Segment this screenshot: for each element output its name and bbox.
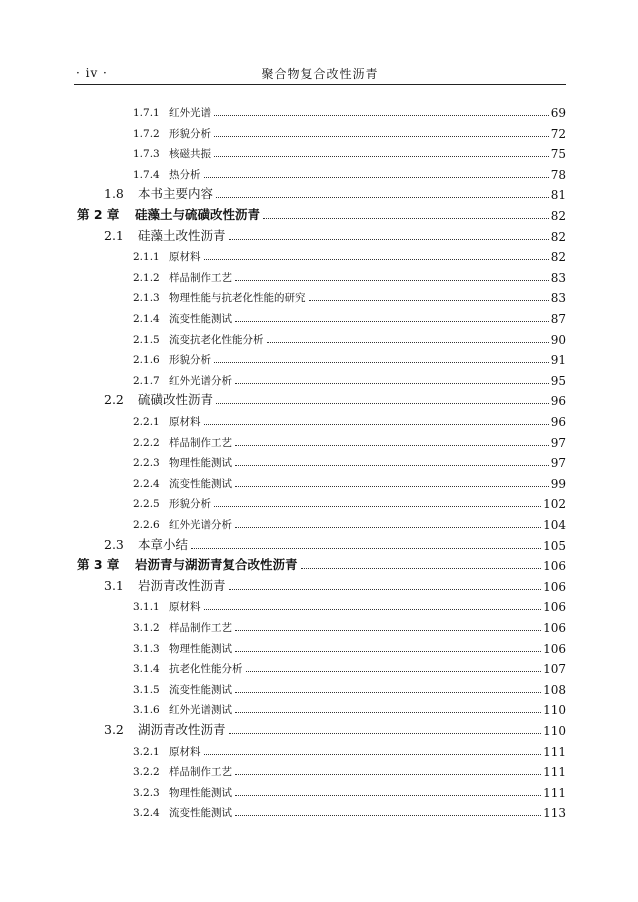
toc-leader-dots [235,643,541,652]
toc-page-number: 95 [550,373,566,388]
toc-section-number: 2.2.5 [133,498,160,511]
toc-leader-dots [235,478,549,487]
toc-page-number: 97 [550,435,566,450]
toc-entry[interactable] [133,143,566,161]
toc-section-title: 热分析 [169,168,201,181]
toc-leader-dots [235,272,549,281]
toc-entry[interactable] [133,473,566,491]
toc-section-number: 3.2.2 [133,766,160,779]
toc-leader-dots [214,498,541,507]
toc-leader-dots [216,189,549,198]
toc-page-number: 83 [550,270,566,285]
toc-entry-label [133,414,201,429]
toc-entry-label [133,332,264,347]
toc-leader-dots [309,292,549,301]
toc-entry-label [133,496,211,511]
toc-entry[interactable] [133,246,566,264]
toc-section-number: 2.2.6 [133,519,160,531]
toc-entry-label [133,517,232,532]
toc-section-number: 2.2.2 [133,436,160,449]
page-header [74,62,566,85]
toc-section-title: 原材料 [169,601,201,614]
toc-section-title: 核磁共振 [169,148,211,161]
toc-section-title: 本章小结 [138,536,189,552]
toc-entry-label [133,352,211,367]
toc-entry-label [133,476,232,491]
toc-entry[interactable] [133,102,566,120]
toc-section-title: 原材料 [169,251,201,264]
toc-section-number: 3.2 [104,722,124,737]
toc-page-number: 105 [543,538,566,553]
toc-section-title: 样品制作工艺 [169,271,232,284]
toc-entry[interactable] [133,267,566,285]
toc-section-number: 2.1.6 [133,354,160,367]
toc-page-number: 97 [550,456,566,471]
toc-section-title: 硅藻土与硫磺改性沥青 [135,207,261,222]
toc-entry-label [104,390,213,408]
toc-entry[interactable] [133,164,566,182]
toc-page-number: 91 [550,353,566,368]
toc-entry[interactable] [133,782,566,800]
toc-entry[interactable] [133,370,566,388]
toc-entry[interactable] [77,555,566,573]
toc-section-number: 3.2.1 [133,745,160,758]
toc-entry[interactable] [133,123,566,141]
toc-page-number: 83 [550,291,566,306]
toc-section-title: 形貌分析 [169,127,211,140]
toc-section-title: 物理性能与抗老化性能的研究 [169,292,306,305]
toc-section-title: 流变性能测试 [169,313,232,325]
toc-section-number: 3.1.1 [133,601,160,614]
toc-leader-dots [214,128,549,137]
toc-leader-dots [235,684,541,693]
toc-entry-label [104,576,226,594]
toc-section-number: 2.2.4 [133,477,160,490]
toc-section-number: 3.1.3 [133,642,160,655]
toc-page-number: 106 [543,641,566,656]
toc-section-number: 3.1.2 [133,622,160,634]
toc-section-number: 3.1.6 [133,704,160,717]
toc-page-number: 72 [550,126,566,141]
toc-section-number: 3.2.3 [133,786,160,799]
page-number: · iv · [76,66,108,80]
toc-leader-dots [204,251,549,260]
toc-entry-label [133,270,232,285]
toc-page-number: 82 [550,229,566,244]
toc-page-number: 96 [550,394,566,409]
toc-page-number: 106 [543,621,566,635]
toc-section-title: 物理性能测试 [169,457,232,470]
toc-entry-label [104,720,226,738]
toc-page-number: 106 [543,579,566,594]
toc-entry[interactable] [133,802,566,820]
toc-leader-dots [191,540,541,549]
toc-page-number: 107 [543,662,566,677]
toc-page-number: 113 [543,806,566,821]
toc-leader-dots [204,601,542,610]
toc-entry[interactable] [133,596,566,614]
toc-entry-label [133,661,243,676]
toc-entry[interactable] [133,349,566,367]
toc-entry[interactable] [133,617,566,635]
toc-section-number: 1.7.4 [133,168,160,181]
toc-entry[interactable] [133,638,566,656]
toc-page-number: 111 [543,765,566,780]
toc-entry[interactable] [133,679,566,697]
toc-leader-dots [204,746,542,755]
toc-page-number: 111 [543,785,566,800]
toc-page-number: 69 [550,106,566,120]
toc-section-title: 物理性能测试 [169,642,232,655]
toc-page-number: 90 [550,332,566,347]
toc-entry[interactable] [133,699,566,717]
toc-entry-label [133,167,201,182]
toc-section-title: 红外光谱 [169,107,211,119]
toc-entry-label [133,702,232,717]
toc-page-number: 102 [543,497,566,512]
toc-page-number: 82 [550,209,566,223]
toc-page-number: 96 [550,415,566,429]
toc-leader-dots [301,560,542,569]
toc-entry[interactable] [104,720,566,738]
toc-page-number: 110 [543,703,566,718]
toc-page-number: 87 [550,312,566,326]
toc-entry-label [133,805,232,820]
toc-section-number: 3.1.5 [133,683,160,696]
toc-entry-label [133,641,232,656]
toc-section-number: 2.1.5 [133,333,160,346]
toc-section-number: 2.2 [104,392,124,408]
toc-page-number: 111 [543,744,566,759]
toc-section-title: 岩沥青与湖沥青复合改性沥青 [135,557,298,573]
toc-entry-label [133,435,232,450]
toc-section-title: 样品制作工艺 [169,436,232,449]
toc-entry-label [133,455,232,470]
toc-section-number: 1.7.1 [133,107,160,119]
toc-leader-dots [235,766,541,775]
toc-section-title: 湖沥青改性沥青 [138,722,226,737]
toc-leader-dots [216,395,549,404]
toc-section-title: 本书主要内容 [138,186,214,202]
toc-entry[interactable] [133,493,566,511]
toc-entry[interactable] [104,390,566,408]
toc-entry-label [133,249,201,264]
toc-leader-dots [229,581,542,590]
toc-entry-label [77,555,298,573]
toc-section-title: 硫磺改性沥青 [138,392,214,408]
toc-section-number: 3.2.4 [133,807,160,820]
toc-section-number: 第 2 章 [77,207,120,222]
toc-leader-dots [229,725,542,734]
toc-entry-label [104,184,213,202]
toc-section-title: 流变性能测试 [169,683,232,696]
toc-entry-label [133,290,306,305]
toc-leader-dots [235,457,549,466]
toc-page-number: 75 [550,147,566,162]
book-title: 聚合物复合改性沥青 [261,67,379,81]
toc-section-number: 2.1.1 [133,251,160,264]
toc-section-number: 3.1.4 [133,663,160,676]
toc-section-title: 岩沥青改性沥青 [138,577,226,593]
toc-entry[interactable] [133,432,566,450]
toc-entry[interactable] [133,329,566,347]
toc-entry-label [133,785,232,800]
toc-section-number: 2.1.4 [133,313,160,325]
toc-leader-dots [204,416,549,425]
toc-leader-dots [235,313,549,322]
toc-entry[interactable] [133,514,566,532]
toc-leader-dots [263,210,549,219]
toc-section-number: 2.1 [104,227,124,243]
toc-section-number: 1.7.2 [133,127,160,140]
toc-leader-dots [214,148,549,157]
toc-leader-dots [204,169,549,178]
toc-leader-dots [229,231,549,240]
toc-leader-dots [214,107,549,116]
toc-section-title: 流变性能测试 [169,807,232,820]
toc-section-title: 形貌分析 [169,354,211,367]
toc-entry[interactable] [133,308,566,326]
toc-section-title: 原材料 [169,745,201,758]
toc-entry-label [133,682,232,697]
toc-page-number: 99 [550,476,566,491]
toc-section-title: 样品制作工艺 [169,766,232,779]
toc-entry[interactable] [133,658,566,676]
toc-section-title: 原材料 [169,416,201,428]
toc-section-title: 红外光谱分析 [169,374,232,387]
toc-section-number: 2.1.2 [133,271,160,284]
toc-entry-label [133,105,211,120]
toc-leader-dots [235,787,541,796]
toc-section-number: 2.3 [104,536,124,552]
toc-entry-label [133,311,232,326]
toc-entry[interactable] [133,452,566,470]
toc-section-title: 样品制作工艺 [169,622,232,634]
toc-section-title: 红外光谱分析 [169,519,232,531]
toc-entry-label [133,764,232,779]
toc-entry[interactable] [104,576,566,594]
toc-section-number: 1.8 [104,186,124,202]
toc-entry[interactable] [133,287,566,305]
toc-entry[interactable] [133,741,566,759]
toc-section-title: 红外光谱测试 [169,704,232,717]
toc-leader-dots [214,354,549,363]
toc-page-number: 81 [550,188,566,203]
toc-page-number: 108 [543,682,566,697]
toc-section-number: 第 3 章 [77,557,120,573]
toc-leader-dots [235,704,541,713]
toc-section-number: 2.1.3 [133,292,160,305]
toc-entry-label [133,146,211,161]
toc-entry-label [133,744,201,759]
toc-entry[interactable] [133,411,566,429]
toc-page-number: 82 [550,250,566,265]
toc-entry-label [133,373,232,388]
toc-entry-label [104,226,226,244]
toc-entry[interactable] [133,761,566,779]
toc-section-title: 硅藻土改性沥青 [138,227,226,243]
toc-entry-label [104,535,188,553]
toc-section-number: 2.2.1 [133,416,160,428]
toc-section-title: 抗老化性能分析 [169,663,243,676]
toc-leader-dots [246,663,542,672]
toc-entry[interactable] [77,205,566,223]
toc-entry-label [133,620,232,635]
toc-page-number: 106 [543,559,566,574]
toc-entry-label [133,599,201,614]
toc-entry-label [77,205,260,223]
toc-page-number: 104 [543,518,566,532]
toc-entry[interactable] [104,226,566,244]
toc-entry[interactable] [104,184,566,202]
toc-section-number: 2.2.3 [133,457,160,470]
toc-entry-label [133,126,211,141]
toc-leader-dots [267,334,549,343]
toc-section-title: 物理性能测试 [169,786,232,799]
toc-section-number: 3.1 [104,577,124,593]
toc-page-number: 106 [543,600,566,615]
toc-leader-dots [235,437,549,446]
toc-leader-dots [235,519,541,528]
toc-leader-dots [235,807,541,816]
toc-leader-dots [235,622,541,631]
toc-section-title: 流变性能测试 [169,477,232,490]
toc-entry[interactable] [104,535,566,553]
toc-leader-dots [235,375,549,384]
toc-section-number: 1.7.3 [133,148,160,161]
toc-section-title: 形貌分析 [169,498,211,511]
toc-page-number: 78 [550,167,566,182]
toc-section-number: 2.1.7 [133,374,160,387]
toc-section-title: 流变抗老化性能分析 [169,333,264,346]
toc-page-number: 110 [543,724,566,738]
